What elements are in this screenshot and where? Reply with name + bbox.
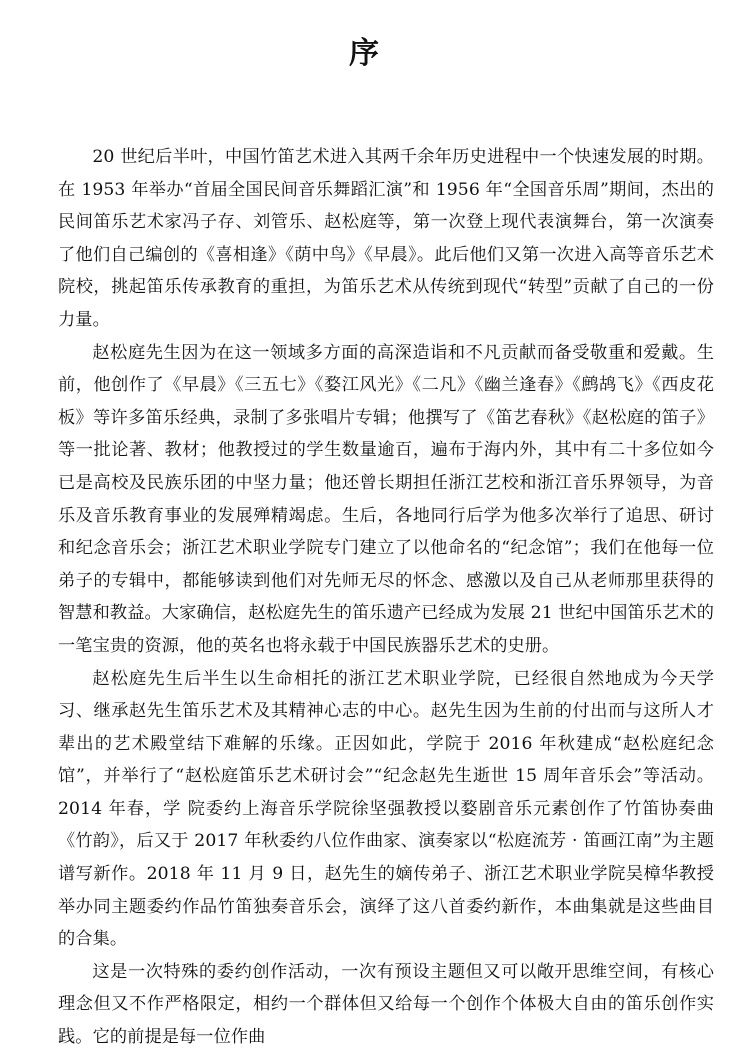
- page-title: 序: [349, 36, 381, 71]
- paragraph-1: 20 世纪后半叶，中国竹笛艺术进入其两千余年历史进程中一个快速发展的时期。在 1953 年举办“首届全国民间音乐舞蹈汇演”和 1956 年“全国音乐周”期间，杰出的民间笛乐艺术家冯子存、刘管乐、赵松庭等，第一次登上现代表演舞台，第一次演奏了他们自己编创的《喜相逢》《荫中鸟》《早晨》。此后他们又第一次进入高等音乐艺术院校，挑起笛乐传承教育的重担，为笛乐艺术从传统到现代“转型”贡献了自己的一份力量。: [58, 147, 714, 330]
- paragraph-2: 赵松庭先生因为在这一领域多方面的高深造诣和不凡贡献而备受敬重和爱戴。生前，他创作了《早晨》《三五七》《婺江风光》《二凡》《幽兰逢春》《鹧鸪飞》《西皮花板》等许多笛乐经典，录制了多张唱片专辑；他撰写了《笛艺春秋》《赵松庭的笛子》等一批论著、教材；他教授过的学生数量逾百，遍布于海内外，其中有二十多位如今已是高校及民族乐团的中坚力量；他还曾长期担任浙江艺校和浙江音乐界领导，为音乐及音乐教育事业的发展殚精竭虑。生后，各地同行后学为他多次举行了追思、研讨和纪念音乐会；浙江艺术职业学院专门建立了以他命名的“纪念馆”；我们在他每一位弟子的专辑中，都能够读到他们对先师无尽的怀念、感激以及自己从老师那里获得的智慧和教益。大家确信，赵松庭先生的笛乐遗产已经成为发展 21 世纪中国笛乐艺术的一笔宝贵的资源，他的英名也将永载于中国民族器乐艺术的史册。: [58, 342, 714, 656]
- preface-body: [58, 141, 714, 1054]
- paragraph-3: 赵松庭先生后半生以生命相托的浙江艺术职业学院，已经很自然地成为今天学习、继承赵先生笛乐艺术及其精神心志的中心。赵先生因为生前的付出而与这所人才辈出的艺术殿堂结下难解的乐缘。正因如此，学院于 2016 年秋建成“赵松庭纪念馆”，并举行了“赵松庭笛乐艺术研讨会”“纪念赵先生逝世 15 周年音乐会”等活动。2014 年春，学 院委约上海音乐学院徐坚强教授以婺剧音乐元素创作了竹笛协奏曲《竹韵》，后又于 2017 年秋委约八位作曲家、演奏家以“松庭流芳 · 笛画江南”为主题谱写新作。2018 年 11 月 9 日，赵先生的嫡传弟子、浙江艺术职业学院吴樟华教授举办同主题委约作品竹笛独奏音乐会，演绎了这八首委约新作，本曲集就是这些曲目的合集。: [58, 668, 714, 950]
- paragraph-4: 这是一次特殊的委约创作活动，一次有预设主题但又可以敞开思维空间，有核心理念但又不作严格限定，相约一个群体但又给每一个创作个体极大自由的笛乐创作实践。它的前提是每一位作曲: [58, 961, 714, 1048]
